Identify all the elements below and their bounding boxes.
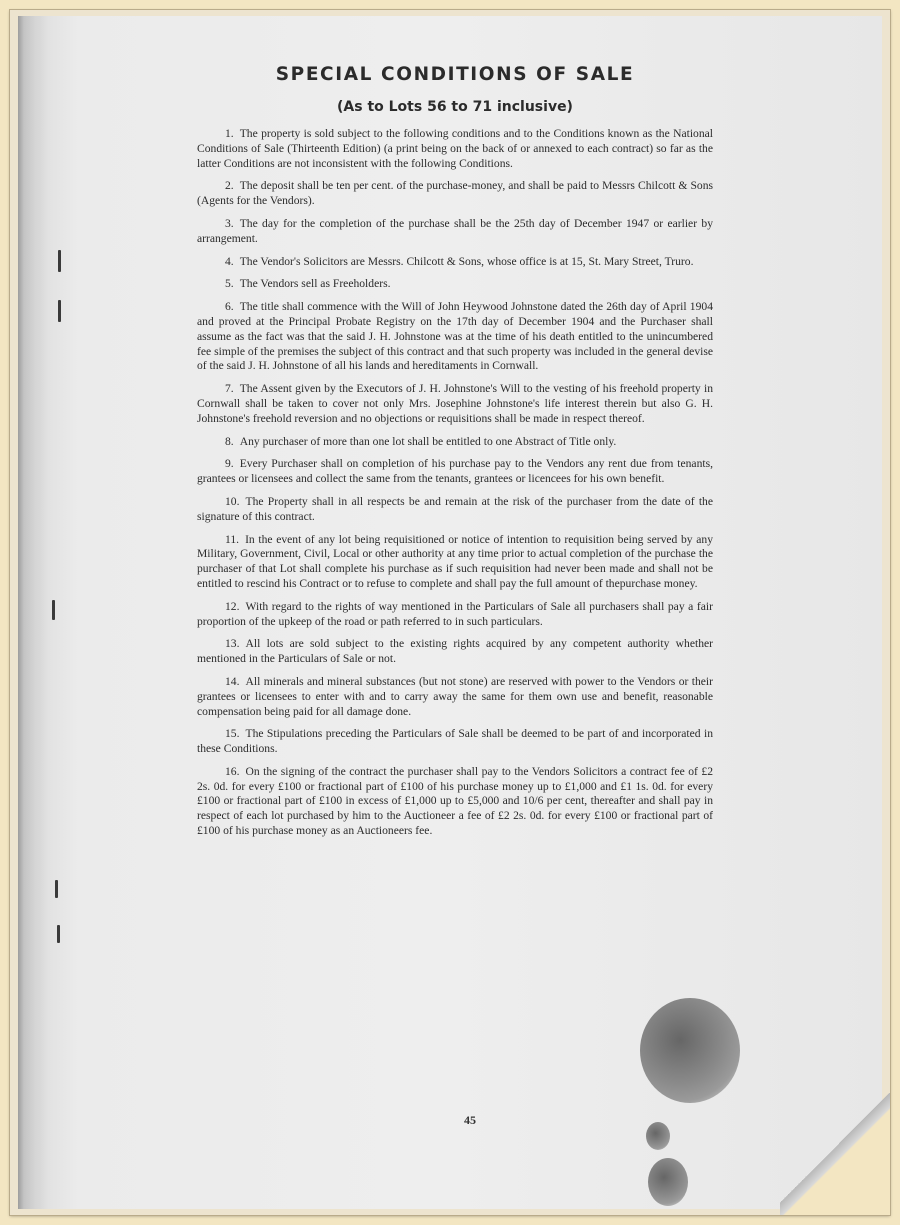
binding-mark — [58, 250, 61, 272]
water-stain — [646, 1122, 670, 1150]
document-title: SPECIAL CONDITIONS OF SALE — [275, 64, 635, 85]
condition-clause — [197, 382, 713, 426]
clause-text: The title shall commence with the Will of John Heywood Johnstone dated the 26th day of April 1904 and proved at the Principal Probate Registry on the 17th day of December 1904 and the Purchaser shall assume as the fact was that the said J. H. Johnstone was at the time of his death entitled to the unincumbered fee simple of the premises the subject of this contract and that such property was included in the general devise of the said J. H. Johnstone of all his lands and hereditaments in Cornwall. — [197, 300, 713, 373]
clause-text: Any purchaser of more than one lot shall be entitled to one Abstract of Title only. — [239, 434, 617, 448]
clause-number: 12. — [225, 599, 240, 613]
condition-clause — [197, 727, 713, 757]
condition-clause — [197, 300, 713, 374]
water-stain — [640, 998, 740, 1103]
condition-clause — [197, 765, 713, 839]
clause-number: 8. — [225, 434, 234, 448]
clause-number: 3. — [225, 216, 234, 230]
binding-mark — [58, 300, 61, 322]
clause-text: The Property shall in all respects be and remain at the risk of the purchaser from the date of the signature of this contract. — [197, 494, 713, 523]
clause-number: 1. — [225, 127, 234, 140]
clause-number: 15. — [225, 727, 240, 741]
water-stain — [648, 1158, 688, 1206]
document-subtitle: (As to Lots 56 to 71 inclusive) — [337, 99, 573, 115]
clause-number: 2. — [225, 179, 234, 193]
condition-clause — [197, 217, 713, 247]
clause-text: With regard to the rights of way mentioned in the Particulars of Sale all purchasers shall pay a fair proportion of the upkeep of the road or path referred to in such particulars. — [197, 599, 713, 628]
condition-clause — [197, 457, 713, 487]
clause-text: The Vendors sell as Freeholders. — [239, 277, 391, 291]
clause-number: 14. — [225, 674, 240, 688]
document-body — [197, 60, 713, 847]
clause-text: The property is sold subject to the following conditions and to the Conditions known as the National Conditions of Sale (Thirteenth Edition) (a print being on the back of or annexed to each contract) so far as the latter Conditions are not inconsistent with the following Conditions. — [197, 127, 713, 170]
page-binding-edge — [18, 16, 48, 1209]
page-number: 45 — [464, 1113, 476, 1127]
folded-corner — [780, 1080, 890, 1215]
clause-text: In the event of any lot being requisitioned or notice of intention to requisition being served by any Military, Government, Civil, Local or other authority at any time prior to actual completion of the purchase the purchaser of that Lot shall complete his purchase as if such requisition had never been made and shall not be entitled to rescind his Contract or to refuse to complete and shall pay the full amount of thepurchase money. — [197, 532, 713, 590]
clause-text: All minerals and mineral substances (but not stone) are reserved with power to the Vendors or their grantees or licensees to enter with and to carry away the same for them own use and benefit, reasonable compensation being paid for all damage done. — [197, 674, 713, 718]
binding-mark — [55, 880, 58, 898]
clause-text: The Stipulations preceding the Particulars of Sale shall be deemed to be part of and incorporated in these Conditions. — [197, 727, 713, 756]
clause-number: 5. — [225, 277, 234, 291]
clause-number: 11. — [225, 532, 240, 546]
condition-clause — [197, 600, 713, 630]
condition-clause — [197, 435, 713, 450]
condition-clause — [197, 277, 713, 292]
condition-clause — [197, 495, 713, 525]
clause-text: The Vendor's Solicitors are Messrs. Chilcott & Sons, whose office is at 15, St. Mary Street, Truro. — [239, 254, 694, 268]
condition-clause — [197, 675, 713, 719]
clause-number: 10. — [225, 494, 240, 508]
condition-clause — [197, 127, 713, 171]
clause-number: 4. — [225, 254, 234, 268]
clause-number: 7. — [225, 382, 234, 396]
clause-number: 13. — [225, 637, 240, 651]
clause-number: 9. — [225, 457, 234, 471]
clause-list — [197, 127, 713, 839]
clause-text: On the signing of the contract the purchaser shall pay to the Vendors Solicitors a contract fee of £2 2s. 0d. for every £100 or fractional part of £100 of his purchase money up to £1,000 and £1 1s. 0d. for every £100 or fractional part of £100 in excess of £1,000 up to £5,000 and 10/6 per cent, thereafter and shall pay in respect of each lot purchased by him to the Auctioneer a fee of £2 2s. 0d. for every £100 or fractional part of £100 of his purchase money as an Auctioneers fee. — [197, 764, 713, 838]
binding-mark — [52, 600, 55, 620]
clause-number: 6. — [225, 300, 234, 314]
binding-mark — [57, 925, 60, 943]
clause-number: 16. — [225, 764, 240, 778]
condition-clause — [197, 637, 713, 667]
condition-clause — [197, 179, 713, 209]
clause-text: Every Purchaser shall on completion of his purchase pay to the Vendors any rent due from tenants, grantees or licensees and collect the same from the tenants, grantees or licencees for his own benefit. — [197, 457, 713, 486]
clause-text: The Assent given by the Executors of J. H. Johnstone's Will to the vesting of his freehold property in Cornwall shall be taken to cover not only Mrs. Josephine Johnstone's life interest therein but also G. H. Johnstone's freehold reversion and no objections or requisitions shall be made in respect thereof. — [197, 382, 713, 425]
clause-text: All lots are sold subject to the existing rights acquired by any competent authority whether mentioned in the Particulars of Sale or not. — [197, 637, 713, 666]
condition-clause — [197, 533, 713, 592]
clause-text: The deposit shall be ten per cent. of the purchase-money, and shall be paid to Messrs Chilcott & Sons (Agents for the Vendors). — [197, 179, 713, 208]
clause-text: The day for the completion of the purchase shall be the 25th day of December 1947 or earlier by arrangement. — [197, 216, 713, 245]
condition-clause — [197, 255, 713, 270]
